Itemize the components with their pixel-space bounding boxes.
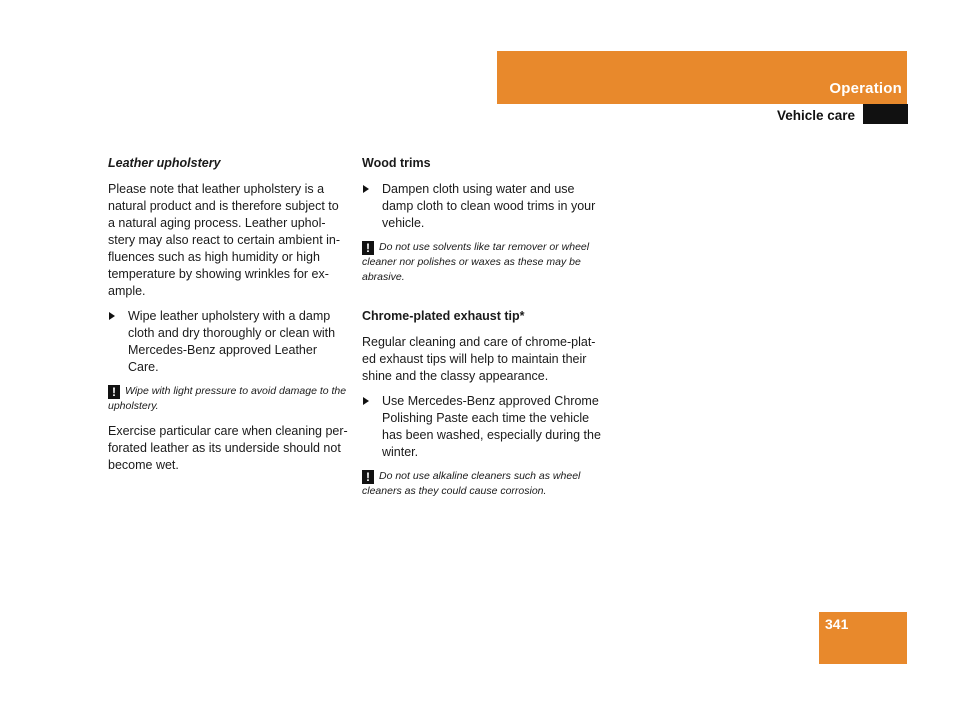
leather-warning [108, 384, 348, 414]
leather-warning-text: Wipe with light pressure to avoid damage to the upholstery. [108, 385, 347, 412]
section-tab [863, 104, 908, 124]
leather-instruction-text: Wipe leather upholstery with a damp cloth and dry thoroughly or clean with Mercedes-Benz approved Leather Care. [128, 309, 336, 374]
perforated-leather-paragraph: Exercise particular care when cleaning per-forated leather as its underside should not become wet. [108, 424, 348, 472]
arrow-right-icon [363, 397, 369, 405]
exhaust-tip-paragraph: Regular cleaning and care of chrome-plat-ed exhaust tips will help to maintain their shine and the classy appearance. [362, 335, 596, 383]
warning-exclamation-icon: ! [362, 470, 374, 484]
exhaust-tip-instruction [362, 393, 602, 461]
wood-trims-instruction [362, 181, 602, 232]
leather-instruction [108, 308, 348, 376]
exhaust-tip-instruction-text: Use Mercedes-Benz approved Chrome Polishing Paste each time the vehicle has been washed, especially during the winter. [382, 394, 601, 459]
subsection-title: Vehicle care [776, 108, 855, 123]
leather-heading: Leather upholstery [108, 156, 221, 170]
middle-column [362, 155, 602, 508]
wood-trims-warning-text: Do not use solvents like tar remover or wheel cleaner nor polishes or waxes as these may be abrasive. [362, 241, 590, 283]
exhaust-tip-warning [362, 469, 602, 499]
wood-trims-warning [362, 240, 602, 285]
exhaust-tip-heading: Chrome-plated exhaust tip* [362, 309, 525, 323]
exhaust-tip-warning-text: Do not use alkaline cleaners such as wheel cleaners as they could cause corrosion. [362, 470, 581, 497]
arrow-right-icon [363, 185, 369, 193]
warning-exclamation-icon: ! [108, 385, 120, 399]
warning-exclamation-icon: ! [362, 241, 374, 255]
left-column [108, 155, 348, 482]
section-title: Operation [829, 80, 902, 97]
leather-paragraph: Please note that leather upholstery is a natural product and is therefore subject to a natural aging process. Leather uphol-stery may also react to certain ambient in-fluences such as high humidity or high temperature by showing wrinkles for ex-ample. [108, 182, 341, 298]
wood-trims-instruction-text: Dampen cloth using water and use damp cloth to clean wood trims in your vehicle. [382, 182, 596, 230]
wood-trims-heading: Wood trims [362, 156, 431, 170]
page-number: 341 [825, 616, 849, 632]
arrow-right-icon [109, 312, 115, 320]
